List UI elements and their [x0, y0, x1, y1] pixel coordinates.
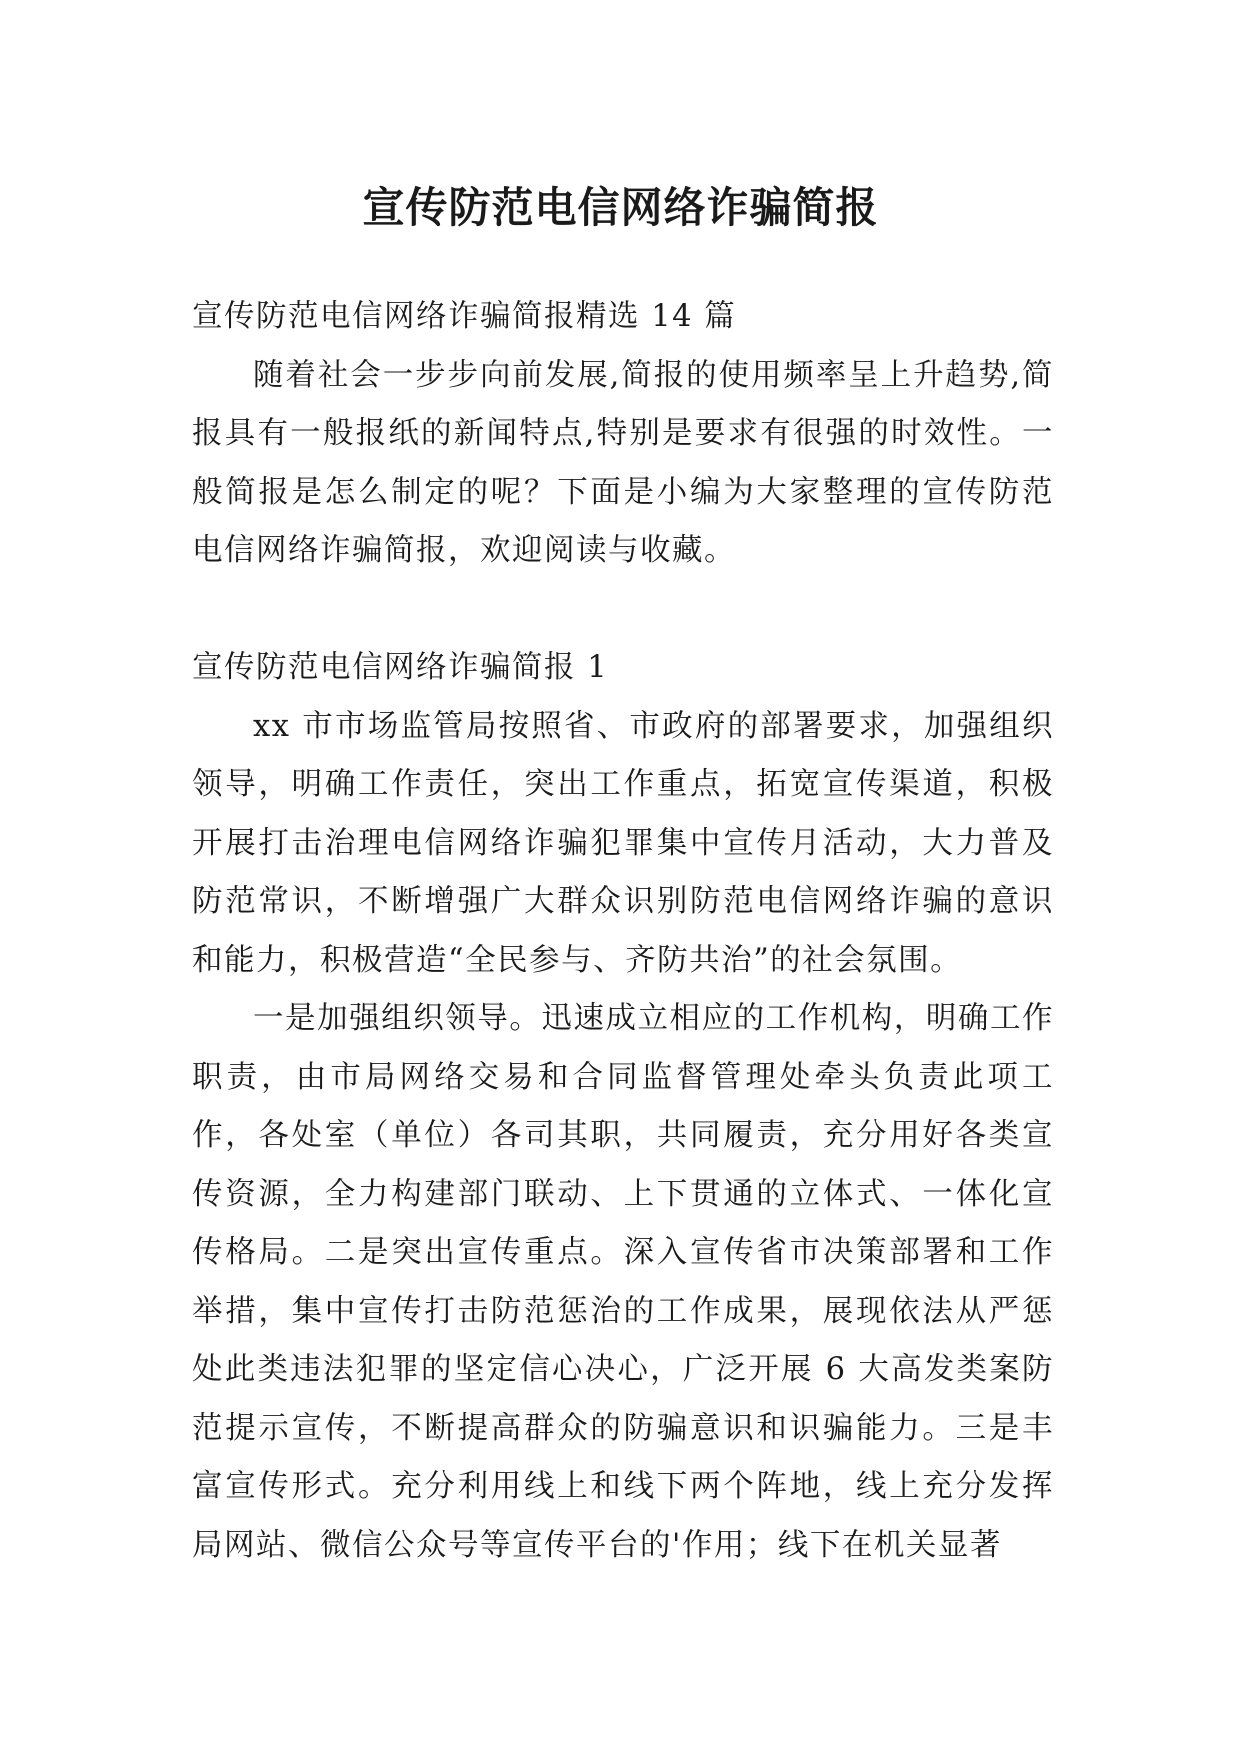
- body-paragraph: xx 市市场监管局按照省、市政府的部署要求，加强组织领导，明确工作责任，突出工作重点，拓宽宣传渠道，积极开展打击治理电信网络诈骗犯罪集中宣传月活动，大力普及防范常识，不断增强广大群众识别防范电信网络诈骗的意识和能力，积极营造“全民参与、齐防共治”的社会氛围。: [192, 708, 1054, 978]
- document-body: [192, 288, 1054, 1575]
- intro-heading: 宣传防范电信网络诈骗简报精选 14 篇: [192, 299, 737, 334]
- body-paragraph: 一是加强组织领导。迅速成立相应的工作机构，明确工作职责，由市局网络交易和合同监督管理处牵头负责此项工作，各处室（单位）各司其职，共同履责，充分用好各类宣传资源，全力构建部门联动、上下贯通的立体式、一体化宣传格局。二是突出宣传重点。深入宣传省市决策部署和工作举措，集中宣传打击防范惩治的工作成果，展现依法从严惩处此类违法犯罪的坚定信心决心，广泛开展 6 大高发类案防范提示宣传，不断提高群众的防骗意识和识骗能力。三是丰富宣传形式。充分利用线上和线下两个阵地，线上充分发挥局网站、微信公众号等宣传平台的'作用；线下在机关显著: [192, 1001, 1054, 1563]
- section-heading: 宣传防范电信网络诈骗简报 1: [192, 650, 609, 685]
- paragraph-spacer: [192, 581, 1054, 640]
- document-title: 宣传防范电信网络诈骗简报: [362, 183, 879, 233]
- intro-paragraph: 随着社会一步步向前发展,简报的使用频率呈上升趋势,简报具有一般报纸的新闻特点,特别是要求有很强的时效性。一般简报是怎么制定的呢？下面是小编为大家整理的宣传防范电信网络诈骗简报，欢迎阅读与收藏。: [192, 357, 1054, 568]
